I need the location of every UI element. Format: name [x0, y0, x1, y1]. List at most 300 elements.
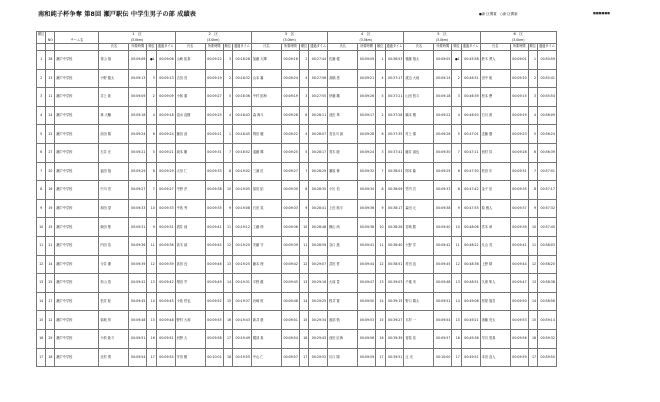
runner-name-cell: 千葉 実: [404, 274, 434, 293]
leg-time-cell: 00:09:47: [358, 274, 376, 293]
section-header-2: 2 区: [175, 32, 251, 39]
leg-time-cell: 00:09:48: [129, 311, 147, 330]
leg-rank-cell: 3: [147, 69, 156, 88]
leg-time-cell: 00:10:01: [205, 348, 223, 367]
cumulative-time-cell: 00:29:34: [309, 311, 328, 330]
cumulative-time-cell: 00:57:01: [538, 162, 557, 181]
cumulative-time-cell: 00:27:56: [309, 69, 328, 88]
runner-name-cell: 新井 康: [251, 311, 281, 330]
cumulative-time-cell: 00:39:27: [385, 311, 404, 330]
cumulative-time-cell: 00:09:06: [156, 51, 175, 70]
overall-rank-cell: 14: [37, 292, 46, 311]
cumulative-time-cell: 00:19:43: [233, 311, 252, 330]
runner-name-cell: 岡田 駿: [251, 125, 281, 144]
cumulative-time-cell: 00:45:58: [461, 51, 480, 70]
cumulative-time-cell: 00:09:54: [156, 348, 175, 367]
col-header-time-4: 所要時間: [358, 44, 376, 51]
leg-rank-cell: 2: [299, 51, 308, 70]
leg-time-cell: 00:09:52: [205, 292, 223, 311]
runner-name-cell: 鈴木 勇人: [480, 51, 510, 70]
cumulative-time-cell: 00:18:32: [233, 69, 252, 88]
runner-name-cell: 青山 翔: [99, 51, 129, 70]
overall-rank-cell: 16: [37, 329, 46, 348]
leg-rank-cell: 14: [147, 292, 156, 311]
runner-name-cell: 山崎 拓真: [175, 51, 205, 70]
runner-name-cell: 坂本 剛: [175, 143, 205, 162]
leg-rank-cell: 3: [376, 143, 385, 162]
leg-rank-cell: 4: [452, 106, 461, 125]
leg-time-cell: 00:09:33: [281, 199, 299, 218]
leg-time-cell: 00:09:19: [281, 88, 299, 107]
leg-rank-cell: 11: [376, 236, 385, 255]
leg-time-cell: 00:09:35: [510, 181, 528, 200]
runner-name-cell: 中村 拓海: [251, 88, 281, 107]
leg-rank-cell: 9: [299, 199, 308, 218]
leg-time-cell: 00:09:16: [281, 51, 299, 70]
cumulative-time-cell: 00:37:35: [385, 125, 404, 144]
runner-name-cell: 渡辺 大地: [404, 69, 434, 88]
leg-rank-cell: 4: [223, 106, 232, 125]
runner-name-cell: 安田 樹: [175, 348, 205, 367]
rank-header: 順位: [38, 32, 45, 37]
leg-rank-cell: 6: [376, 125, 385, 144]
runner-name-cell: 井上 陸: [99, 88, 129, 107]
table-row: [37, 274, 557, 293]
leg-rank-cell: 4: [376, 69, 385, 88]
leg-rank-cell: 12: [376, 255, 385, 274]
leg-time-cell: 00:09:53: [510, 311, 528, 330]
runner-name-cell: 上田 航平: [328, 199, 358, 218]
cumulative-time-cell: 00:37:41: [385, 143, 404, 162]
leg-time-cell: 00:09:57: [434, 329, 452, 348]
cumulative-time-cell: 00:55:41: [538, 69, 557, 88]
cumulative-time-cell: 00:09:27: [156, 181, 175, 200]
runner-name-cell: 工藤 伸: [251, 218, 281, 237]
runner-name-cell: 橋本 樹: [404, 106, 434, 125]
team-number-cell: 21: [46, 236, 55, 255]
cumulative-time-cell: 00:09:13: [156, 69, 175, 88]
runner-name-cell: 和田 望: [99, 199, 129, 218]
leg-time-cell: 00:09:24: [129, 125, 147, 144]
cumulative-time-cell: 00:38:51: [385, 255, 404, 274]
col-header-total-6: 通過タイム: [538, 44, 557, 51]
leg-rank-cell: ●1: [147, 51, 156, 70]
runner-name-cell: 三浦 匠: [251, 162, 281, 181]
leg-rank-cell: 8: [223, 162, 232, 181]
runner-name-cell: 林 大輔: [99, 106, 129, 125]
leg-time-cell: 00:09:32: [358, 162, 376, 181]
section-dist-2: (3.0km): [175, 38, 251, 44]
runner-name-cell: 吉田 亮: [175, 69, 205, 88]
record-legend: ●新 区間賞 ○新 区間新: [479, 12, 518, 16]
cumulative-time-cell: 00:38:26: [385, 218, 404, 237]
leg-rank-cell: 6: [299, 106, 308, 125]
team-name-cell: 瀬戸中学校: [55, 51, 99, 70]
cumulative-time-cell: 00:48:36: [461, 255, 480, 274]
header-row-columns: [37, 44, 557, 51]
section-dist-5: (3.0km): [404, 38, 480, 44]
leg-rank-cell: 7: [299, 162, 308, 181]
overall-rank-cell: 1: [37, 51, 46, 70]
leg-rank-cell: 16: [376, 329, 385, 348]
leg-time-cell: 00:09:39: [510, 218, 528, 237]
leg-time-cell: 00:09:30: [434, 143, 452, 162]
runner-name-cell: 加藤 大輝: [251, 51, 281, 70]
leg-time-cell: 00:09:42: [434, 236, 452, 255]
runner-name-cell: 本田 直人: [480, 348, 510, 367]
cumulative-time-cell: 00:46:39: [461, 88, 480, 107]
leg-time-cell: 00:09:26: [358, 88, 376, 107]
col-header-total-2: 通過タイム: [233, 44, 252, 51]
runner-name-cell: 酒井 純: [175, 218, 205, 237]
table-row: [37, 143, 557, 162]
team-name-cell: 瀬戸中学校: [55, 218, 99, 237]
leg-rank-cell: 6: [147, 125, 156, 144]
runner-name-cell: 青木 聡: [328, 143, 358, 162]
leg-time-cell: 00:09:41: [358, 236, 376, 255]
cumulative-time-cell: 00:39:39: [385, 329, 404, 348]
leg-rank-cell: 7: [376, 162, 385, 181]
leg-rank-cell: 5: [147, 143, 156, 162]
runner-name-cell: 柴田 聖: [99, 218, 129, 237]
leg-time-cell: 00:09:45: [129, 292, 147, 311]
cumulative-time-cell: 00:56:09: [538, 106, 557, 125]
runner-name-cell: 原 雅人: [480, 199, 510, 218]
leg-rank-cell: 16: [452, 329, 461, 348]
leg-time-cell: 00:09:39: [281, 236, 299, 255]
cumulative-time-cell: 00:37:28: [385, 106, 404, 125]
cumulative-time-cell: 00:47:42: [461, 181, 480, 200]
leg-time-cell: 00:09:17: [358, 106, 376, 125]
col-header-rnk-1: 順位: [147, 44, 156, 51]
leg-time-cell: 00:09:56: [358, 329, 376, 348]
leg-time-cell: 00:09:36: [281, 218, 299, 237]
runner-name-cell: 佐藤 健: [328, 51, 358, 70]
leg-rank-cell: 5: [299, 143, 308, 162]
leg-time-cell: 00:09:39: [129, 255, 147, 274]
team-number-cell: 20: [46, 162, 55, 181]
leg-rank-cell: 12: [299, 255, 308, 274]
leg-rank-cell: 11: [299, 236, 308, 255]
runner-name-cell: 宮本 章: [480, 218, 510, 237]
team-name-cell: 瀬戸中学校: [55, 311, 99, 330]
overall-rank-cell: 17: [37, 348, 46, 367]
overall-rank-cell: 7: [37, 162, 46, 181]
leg-time-cell: 00:10:00: [434, 348, 452, 367]
leg-time-cell: 00:09:18: [129, 106, 147, 125]
runner-name-cell: 松尾 翔吾: [480, 292, 510, 311]
leg-rank-cell: 11: [147, 236, 156, 255]
page-title: 南和純子杯争奪 第8回 瀬戸駅伝 中学生男子の部 成績表: [38, 11, 197, 18]
leg-time-cell: 00:09:58: [205, 329, 223, 348]
cumulative-time-cell: 00:29:43: [309, 329, 328, 348]
team-name-cell: 瀬戸中学校: [55, 274, 99, 293]
runner-name-cell: 安藤 守: [251, 236, 281, 255]
leg-time-cell: 00:09:21: [129, 143, 147, 162]
runner-name-cell: 高木 誠: [175, 236, 205, 255]
cumulative-time-cell: 00:28:29: [309, 162, 328, 181]
overall-rank-cell: 9: [37, 199, 46, 218]
cumulative-time-cell: 00:09:31: [156, 218, 175, 237]
leg-time-cell: 00:09:38: [434, 199, 452, 218]
leg-time-cell: 00:09:19: [510, 106, 528, 125]
leg-time-cell: 00:09:21: [358, 69, 376, 88]
leg-time-cell: 00:09:27: [281, 162, 299, 181]
leg-rank-cell: 10: [528, 218, 537, 237]
leg-rank-cell: 15: [452, 311, 461, 330]
leg-time-cell: 00:09:33: [205, 162, 223, 181]
leg-time-cell: 00:09:10: [510, 69, 528, 88]
runner-name-cell: 久保 隼人: [480, 274, 510, 293]
leg-time-cell: 00:09:22: [434, 106, 452, 125]
col-header-time-6: 所要時間: [510, 44, 528, 51]
runner-name-cell: 近藤 優: [480, 125, 510, 144]
leg-time-cell: 00:09:21: [205, 125, 223, 144]
leg-time-cell: 00:09:36: [129, 236, 147, 255]
cumulative-time-cell: 00:49:06: [461, 292, 480, 311]
cumulative-time-cell: 00:28:11: [309, 106, 328, 125]
team-name-cell: 瀬戸中学校: [55, 199, 99, 218]
overall-rank-cell: 2: [37, 69, 46, 88]
leg-rank-cell: 14: [223, 274, 232, 293]
runner-name-cell: 石川 湊: [480, 106, 510, 125]
leg-rank-cell: 9: [223, 199, 232, 218]
team-number-cell: 11: [46, 88, 55, 107]
section-dist-3: (3.0km): [251, 38, 327, 44]
runner-name-cell: 藤本 理: [251, 255, 281, 274]
cumulative-time-cell: 00:09:18: [156, 106, 175, 125]
runner-name-cell: 川口 陽: [328, 348, 358, 367]
leg-rank-cell: 16: [147, 329, 156, 348]
team-name-cell: 瀬戸中学校: [55, 69, 99, 88]
cumulative-time-cell: 00:59:50: [538, 348, 557, 367]
cumulative-time-cell: 00:28:41: [309, 199, 328, 218]
team-number-cell: 19: [46, 199, 55, 218]
runner-name-cell: 中川 亮: [99, 181, 129, 200]
leg-time-cell: 00:09:18: [434, 88, 452, 107]
leg-time-cell: 00:09:28: [510, 143, 528, 162]
runner-name-cell: 石井 光: [99, 143, 129, 162]
runner-name-cell: 横山 尚: [328, 218, 358, 237]
leg-rank-cell: 8: [376, 181, 385, 200]
leg-time-cell: 00:09:48: [434, 274, 452, 293]
cumulative-time-cell: 00:09:36: [156, 236, 175, 255]
runner-name-cell: 福田 翔: [99, 162, 129, 181]
table-row: [37, 199, 557, 218]
runner-name-cell: 村上 慎: [404, 125, 434, 144]
runner-name-cell: 杉山 悟: [99, 274, 129, 293]
runner-name-cell: 松井 稔: [99, 292, 129, 311]
leg-rank-cell: 11: [223, 218, 232, 237]
leg-rank-cell: 6: [528, 143, 537, 162]
cumulative-time-cell: 00:36:53: [385, 51, 404, 70]
runner-name-cell: 上野 晴: [480, 255, 510, 274]
cumulative-time-cell: 00:09:24: [156, 125, 175, 144]
col-header-name-1: 氏名: [99, 44, 129, 51]
cumulative-time-cell: 00:19:25: [233, 255, 252, 274]
leg-rank-cell: 9: [528, 199, 537, 218]
col-header-total-4: 通過タイム: [385, 44, 404, 51]
leg-time-cell: 00:09:31: [510, 162, 528, 181]
leg-rank-cell: 5: [452, 125, 461, 144]
col-header-time-3: 所要時間: [281, 44, 299, 51]
cumulative-time-cell: 00:19:12: [233, 218, 252, 237]
runner-name-cell: 増田 亨: [175, 274, 205, 293]
leg-time-cell: 00:09:31: [129, 218, 147, 237]
leg-rank-cell: 6: [452, 162, 461, 181]
col-header-name-5: 氏名: [404, 44, 434, 51]
team-name-cell: 瀬戸中学校: [55, 348, 99, 367]
cumulative-time-cell: 00:09:45: [156, 292, 175, 311]
cumulative-time-cell: 00:58:03: [538, 236, 557, 255]
leg-time-cell: 00:09:33: [434, 181, 452, 200]
team-number-cell: 12: [46, 311, 55, 330]
cumulative-time-cell: 00:59:14: [538, 311, 557, 330]
section-dist-4: (3.0km): [328, 38, 404, 44]
cumulative-time-cell: 00:09:33: [156, 199, 175, 218]
leg-rank-cell: 4: [299, 125, 308, 144]
leg-rank-cell: 8: [452, 181, 461, 200]
runner-name-cell: 服部 真: [251, 329, 281, 348]
leg-rank-cell: 10: [452, 218, 461, 237]
runner-name-cell: 大野 学: [404, 236, 434, 255]
leg-rank-cell: 2: [452, 69, 461, 88]
leg-rank-cell: 14: [299, 292, 308, 311]
leg-time-cell: 00:09:56: [510, 329, 528, 348]
leg-rank-cell: 15: [528, 311, 537, 330]
runner-name-cell: 山田 悠斗: [404, 88, 434, 107]
cumulative-time-cell: 00:38:09: [385, 181, 404, 200]
leg-time-cell: 00:09:53: [358, 311, 376, 330]
section-header-1: 1 区: [99, 32, 175, 39]
col-header-name-4: 氏名: [328, 44, 358, 51]
col-header-time-5: 所要時間: [434, 44, 452, 51]
leg-time-cell: 00:09:50: [358, 292, 376, 311]
leg-time-cell: 00:09:47: [510, 274, 528, 293]
overall-rank-cell: 8: [37, 181, 46, 200]
leg-time-cell: 00:09:45: [434, 255, 452, 274]
cumulative-time-cell: 00:48:22: [461, 236, 480, 255]
cumulative-time-cell: 00:18:36: [233, 88, 252, 107]
runner-name-cell: 遠藤 輝: [251, 143, 281, 162]
runner-name-cell: 藤田 涼: [175, 125, 205, 144]
cumulative-time-cell: 00:48:51: [461, 274, 480, 293]
leg-time-cell: 00:09:22: [205, 51, 223, 70]
cumulative-time-cell: 00:18:45: [233, 125, 252, 144]
runner-name-cell: 前田 陽: [99, 125, 129, 144]
leg-time-cell: 00:09:49: [205, 274, 223, 293]
cumulative-time-cell: 00:28:17: [309, 143, 328, 162]
runner-name-cell: 武田 哲: [328, 255, 358, 274]
cumulative-time-cell: 00:54:59: [538, 51, 557, 70]
team-name-cell: 瀬戸中学校: [55, 88, 99, 107]
team-number-cell: 27: [46, 143, 55, 162]
leg-rank-cell: 2: [223, 69, 232, 88]
leg-time-cell: 00:09:25: [281, 143, 299, 162]
leg-rank-cell: 3: [452, 88, 461, 107]
leg-rank-cell: 17: [528, 348, 537, 367]
leg-rank-cell: 2: [528, 69, 537, 88]
cumulative-time-cell: 00:18:28: [233, 51, 252, 70]
leg-rank-cell: 1: [223, 125, 232, 144]
leg-rank-cell: 14: [452, 292, 461, 311]
col-header-total-1: 通過タイム: [156, 44, 175, 51]
cumulative-time-cell: 00:55:54: [538, 88, 557, 107]
leg-time-cell: 00:09:55: [205, 311, 223, 330]
cumulative-time-cell: 00:37:21: [385, 88, 404, 107]
cumulative-time-cell: 00:58:38: [538, 274, 557, 293]
leg-rank-cell: 16: [299, 329, 308, 348]
leg-time-cell: 00:09:15: [510, 88, 528, 107]
runner-name-cell: 丸山 茂: [480, 236, 510, 255]
cumulative-time-cell: 00:49:51: [461, 348, 480, 367]
cumulative-time-cell: 00:19:05: [233, 181, 252, 200]
section-dist-1: (3.0km): [99, 38, 175, 44]
runner-name-cell: 岡本 隆: [404, 162, 434, 181]
cumulative-time-cell: 00:57:32: [538, 199, 557, 218]
leg-rank-cell: 10: [147, 199, 156, 218]
cumulative-time-cell: 00:49:21: [461, 311, 480, 330]
section-header-6: 6 区: [480, 32, 556, 39]
col-header-rnk-4: 順位: [376, 44, 385, 51]
leg-time-cell: 00:09:54: [281, 329, 299, 348]
runner-name-cell: 松田 歩: [480, 162, 510, 181]
leg-rank-cell: 8: [528, 181, 537, 200]
overall-rank-cell: 15: [37, 311, 46, 330]
team-name-cell: 瀬戸中学校: [55, 143, 99, 162]
leg-time-cell: 00:09:34: [358, 181, 376, 200]
overall-rank-cell: 4: [37, 106, 46, 125]
team-name-cell: 瀬戸中学校: [55, 181, 99, 200]
col-header-total-3: 通過タイム: [309, 44, 328, 51]
runner-name-cell: 内田 浩: [99, 236, 129, 255]
leg-rank-cell: 13: [376, 274, 385, 293]
team-number-cell: 29: [46, 329, 55, 348]
runner-name-cell: 村田 直: [404, 255, 434, 274]
leg-rank-cell: 1: [376, 51, 385, 70]
runner-name-cell: 野口 陽太: [404, 292, 434, 311]
cumulative-time-cell: 00:09:48: [156, 311, 175, 330]
leg-rank-cell: 8: [299, 181, 308, 200]
col-header-rnk-5: 順位: [452, 44, 461, 51]
table-row: [37, 236, 557, 255]
leg-time-cell: 00:09:19: [205, 69, 223, 88]
runner-name-cell: 高橋 悠: [328, 69, 358, 88]
cumulative-time-cell: 00:29:07: [309, 255, 328, 274]
leg-time-cell: 00:09:22: [281, 125, 299, 144]
leg-rank-cell: 13: [147, 274, 156, 293]
leg-rank-cell: 13: [223, 255, 232, 274]
col-header-name-6: 氏名: [480, 44, 510, 51]
table-row: [37, 88, 557, 107]
leg-rank-cell: 17: [299, 348, 308, 367]
cumulative-time-cell: 00:47:55: [461, 199, 480, 218]
runner-name-cell: 西田 匠海: [328, 329, 358, 348]
runner-name-cell: 木村 一: [404, 311, 434, 330]
cumulative-time-cell: 00:09:21: [156, 143, 175, 162]
table-row: [37, 51, 557, 70]
leg-time-cell: 00:09:38: [358, 218, 376, 237]
leg-rank-cell: 3: [528, 88, 537, 107]
runner-name-cell: 菅原 祐: [404, 329, 434, 348]
team-name-cell: 瀬戸中学校: [55, 125, 99, 144]
leg-time-cell: 00:09:29: [434, 162, 452, 181]
leg-rank-cell: 7: [223, 143, 232, 162]
cumulative-time-cell: 00:09:51: [156, 329, 175, 348]
runner-name-cell: 原田 拓: [251, 181, 281, 200]
leg-rank-cell: 7: [452, 143, 461, 162]
leg-rank-cell: 13: [299, 274, 308, 293]
